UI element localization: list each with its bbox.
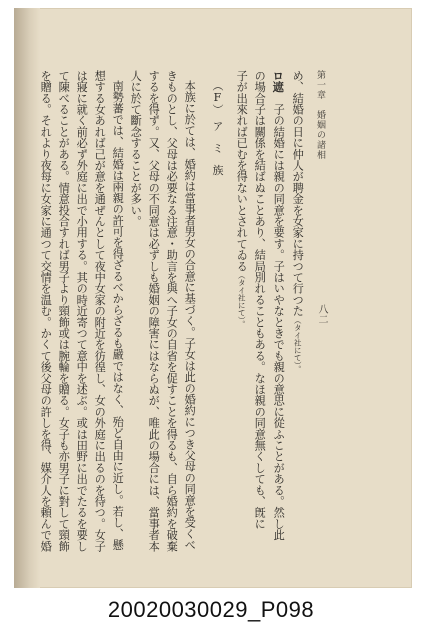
binding-gutter xyxy=(14,8,40,588)
text-column: 南勢蕃では、結婚は兩親の許可を得ざるべからざるも嚴ではなく、殆ど自由に近し。若し、懸 xyxy=(111,80,125,551)
scanned-page xyxy=(14,8,412,588)
page-number: 八二 xyxy=(316,304,327,324)
text-column: て陳べることがある。情意投合すれば男子より頸飾或は腕輪を贈る。女子も亦男子に對して頸飾 xyxy=(57,70,71,552)
section-label: ロ遮 xyxy=(271,70,286,93)
text-column: 子が出來れば已むを得ないとされてゐる（タイ社にて）。 xyxy=(235,70,249,328)
text-column: め、結婚の日に仲人が聘金を女家に持つて行つた（タイ社にて）。 xyxy=(291,70,305,373)
text-column: するを得ず。又、父母の不同意は必ずしも婚姻の障害にはならぬが、唯此の場合には、當事者本 xyxy=(147,70,161,552)
text-column: は寢に就く前必ず外庭に出で小用する。其の時近寄つて意中を述ぶ。或は田野に出でたるを要し xyxy=(75,70,89,552)
archive-caption: 20020030029_P098 xyxy=(107,597,315,622)
running-header: 第一章 婚姻の諸相 xyxy=(315,70,325,160)
text-column: 人に於て斷念することが多い。 xyxy=(129,70,143,227)
section-heading: （F） ア ミ 族 xyxy=(211,80,224,176)
text-column: 想する女あれば己が意を通ぜんとして夜中女家の附近を彷徨し、女の外庭に出るのを待つ。女子 xyxy=(93,70,107,552)
text-column: 本族に於ては、婚約は當事者男女の合意に基づく。子女は此の婚約につき父母の同意を受くべ xyxy=(183,80,197,551)
text-column: ロ遮 子の結婚には親の同意を要す。子はいやなときでも親の意思に從ふことがある。然し此 xyxy=(271,70,286,541)
text-column: きものとし、父母は必要なる注意・助言を與へ子女の自省を促すことを得るも、自ら婚約を破棄 xyxy=(165,70,179,552)
text-column: を贈る。それより夜每に女家に通つて交情を温む。かくて後父母の許しを得、媒介人を頼んで婚 xyxy=(39,70,53,552)
text-column: の場合子は關係を結ばぬことあり、結局別れることもある。なほ親の同意無くしても、旣に xyxy=(253,70,267,530)
